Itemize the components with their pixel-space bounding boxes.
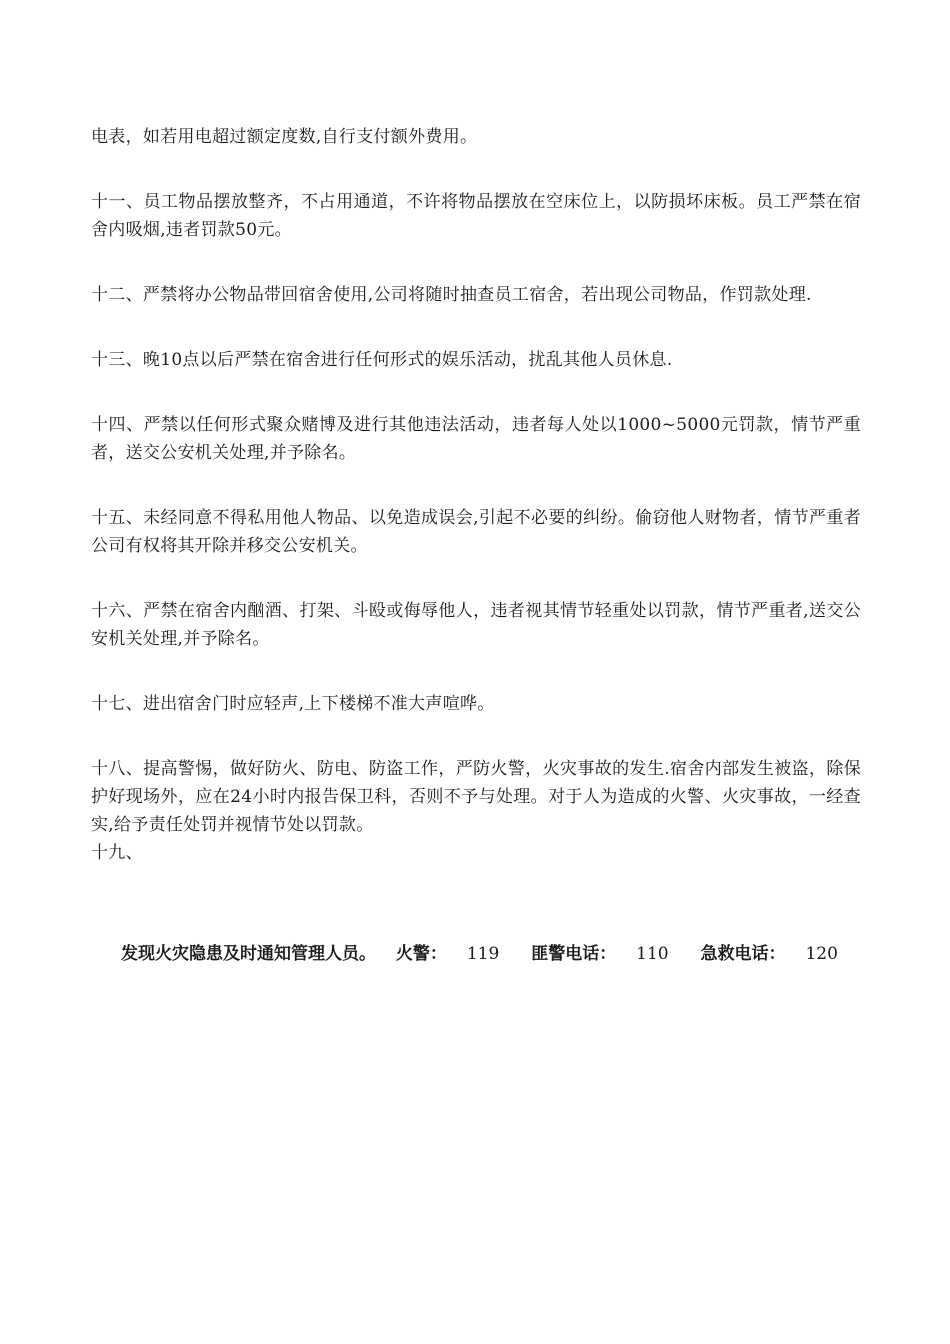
paragraph-rule-17: 十七、进出宿舍门时应轻声,上下楼梯不准大声喧哗。: [91, 694, 495, 714]
paragraph-rule-14: 十四、严禁以任何形式聚众赌博及进行其他违法活动，违者每人处以1000~5000元罚款，情节严重者，送交公安机关处理,并予除名。: [91, 415, 861, 463]
ambulance-number: 120: [805, 944, 838, 964]
paragraph-rule-11: 十一、员工物品摆放整齐，不占用通道，不许将物品摆放在空床位上，以防损坏床板。员工严禁在宿舍内吸烟,违者罚款50元。: [91, 192, 861, 240]
paragraph-rule-19: 十九、: [91, 843, 143, 863]
paragraph-rule-13: 十三、晚10点以后严禁在宿舍进行任何形式的娱乐活动，扰乱其他人员休息.: [91, 350, 673, 370]
fire-label: 火警：: [395, 944, 447, 964]
paragraph-electricity: 电表，如若用电超过额定度数,自行支付额外费用。: [91, 127, 478, 147]
document-body: [91, 123, 861, 867]
police-number: 110: [636, 944, 669, 964]
police-label: 匪警电话：: [531, 944, 617, 964]
paragraph-rule-16: 十六、严禁在宿舍内酗酒、打架、斗殴或侮辱他人，违者视其情节轻重处以罚款，情节严重者,送交公安机关处理,并予除名。: [91, 601, 861, 649]
fire-hazard-notice: 发现火灾隐患及时通知管理人员。: [121, 944, 376, 964]
emergency-contacts: [121, 940, 881, 968]
paragraph-rule-18: 十八、提高警惕，做好防火、防电、防盗工作，严防火警，火灾事故的发生.宿舍内部发生被盗，除保护好现场外，应在24小时内报告保卫科，否则不予与处理。对于人为造成的火警、火灾事故，一经查实,给予责任处罚并视情节处以罚款。: [91, 759, 861, 835]
ambulance-label: 急救电话：: [700, 944, 786, 964]
paragraph-rule-15: 十五、未经同意不得私用他人物品、以免造成误会,引起不必要的纠纷。偷窃他人财物者，情节严重者公司有权将其开除并移交公安机关。: [91, 508, 861, 556]
fire-number: 119: [466, 944, 500, 964]
paragraph-rule-12: 十二、严禁将办公物品带回宿舍使用,公司将随时抽查员工宿舍，若出现公司物品，作罚款处理.: [91, 285, 812, 305]
